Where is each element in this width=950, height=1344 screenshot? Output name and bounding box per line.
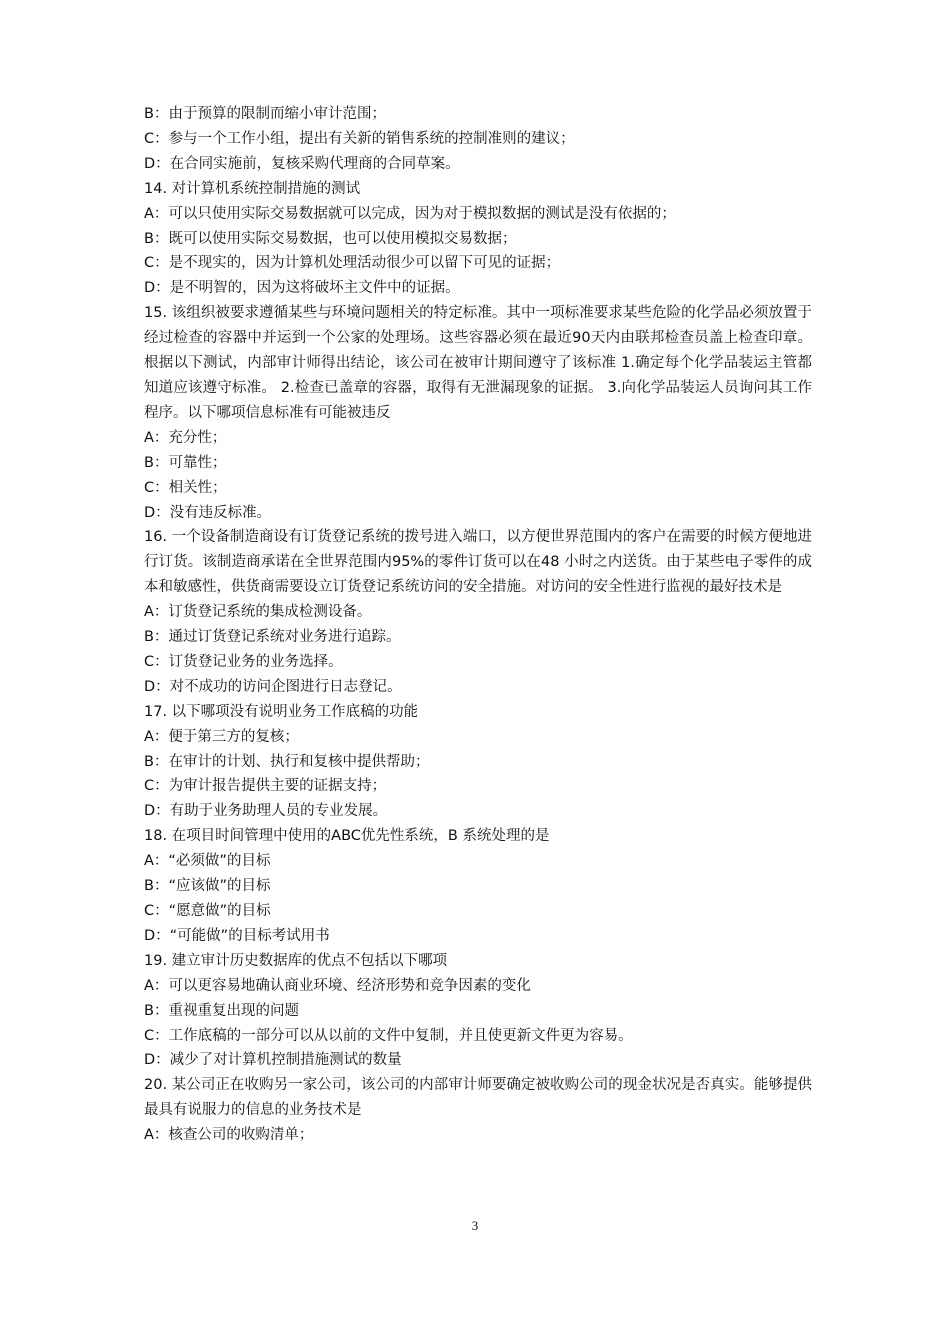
option-line: B：重视重复出现的问题 <box>144 1002 299 1019</box>
option-line: C：相关性； <box>144 479 227 496</box>
page-body <box>144 102 812 1148</box>
option-line: D：“可能做”的目标考试用书 <box>144 927 330 944</box>
option-line: C：订货登记业务的业务选择。 <box>144 653 343 670</box>
option-line: B：“应该做”的目标 <box>144 878 271 895</box>
option-line: A：“必须做”的目标 <box>144 853 271 870</box>
option-line: C：参与一个工作小组，提出有关新的销售系统的控制准则的建议； <box>144 130 575 147</box>
question-19: 19. 建立审计历史数据库的优点不包括以下哪项 <box>144 952 448 969</box>
option-line: B：由于预算的限制而缩小审计范围； <box>144 106 386 122</box>
option-line: D：是不明智的，因为这将破坏主文件中的证据。 <box>144 280 460 297</box>
option-line: D：对不成功的访问企图进行日志登记。 <box>144 678 402 695</box>
question-15: 15. 该组织被要求遵循某些与环境问题相关的特定标准。其中一项标准要求某些危险的化学品必须放置于经过检查的容器中并运到一个公家的处理场。这些容器必须在最近90天内由联邦检查员盖上检查印章。根据以下测试，内部审计师得出结论，该公司在被审计期间遵守了该标准 1.确定每个化学品装运主管都知道应该遵守标准。 2.检查已盖章的容器，取得有无泄漏现象的证据。 3.向化学品装运人员询问其工作程序。以下哪项信息标准有可能被违反 <box>144 305 812 421</box>
option-line: C：工作底稿的一部分可以从以前的文件中复制，并且使更新文件更为容易。 <box>144 1027 633 1044</box>
option-line: A：订货登记系统的集成检测设备。 <box>144 604 372 621</box>
option-line: D：有助于业务助理人员的专业发展。 <box>144 803 388 820</box>
option-line: C：“愿意做”的目标 <box>144 903 271 919</box>
option-line: D：在合同实施前，复核采购代理商的合同草案。 <box>144 155 460 172</box>
option-line: B：既可以使用实际交易数据，也可以使用模拟交易数据； <box>144 230 517 247</box>
page-number: 3 <box>471 1218 479 1233</box>
option-line: A：可以更容易地确认商业环境、经济形势和竞争因素的变化 <box>144 977 531 994</box>
question-14: 14. 对计算机系统控制措施的测试 <box>144 180 361 197</box>
option-line: D：减少了对计算机控制措施测试的数量 <box>144 1052 402 1069</box>
option-line: C：为审计报告提供主要的证据支持； <box>144 778 387 795</box>
option-line: B：在审计的计划、执行和复核中提供帮助； <box>144 753 430 770</box>
option-line: A：可以只使用实际交易数据就可以完成，因为对于模拟数据的测试是没有依据的； <box>144 205 676 222</box>
question-16: 16. 一个设备制造商设有订货登记系统的拨号进入端口，以方便世界范围内的客户在需要的时候方便地进行订货。该制造商承诺在全世界范围内95%的零件订货可以在48 小时之内送货。由于某些电子零件的成本和敏感性，供货商需要设立订货登记系统访问的安全措施。对访问的安全性进行监视的最好技术是 <box>144 529 812 596</box>
option-line: D：没有违反标准。 <box>144 504 272 521</box>
option-line: A：便于第三方的复核； <box>144 728 299 745</box>
question-18: 18. 在项目时间管理中使用的ABC优先性系统，B 系统处理的是 <box>144 828 550 845</box>
question-17: 17. 以下哪项没有说明业务工作底稿的功能 <box>144 703 419 720</box>
option-line: B：可靠性； <box>144 454 227 471</box>
option-line: A：核查公司的收购清单； <box>144 1127 314 1144</box>
question-20: 20. 某公司正在收购另一家公司，该公司的内部审计师要确定被收购公司的现金状况是否真实。能够提供最具有说服力的信息的业务技术是 <box>144 1077 812 1119</box>
option-line: A：充分性； <box>144 429 227 446</box>
option-line: C：是不现实的，因为计算机处理活动很少可以留下可见的证据； <box>144 255 561 272</box>
option-line: B：通过订货登记系统对业务进行追踪。 <box>144 629 401 646</box>
